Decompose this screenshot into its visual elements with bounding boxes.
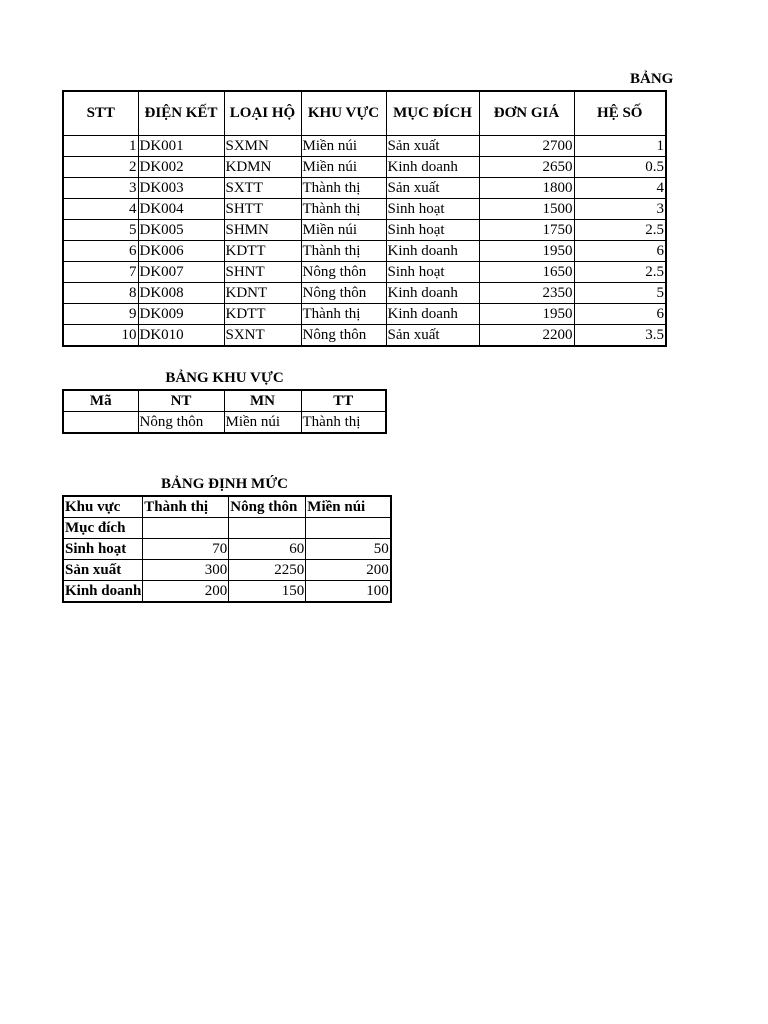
cell-don-gia[interactable]: 1950 [479,240,574,261]
norm-cell[interactable]: 70 [143,539,229,560]
cell-stt[interactable]: 3 [63,177,138,198]
cell-khu-vuc[interactable]: Thành thị [301,303,386,324]
area-cell-empty[interactable] [63,412,138,434]
cell-stt[interactable]: 8 [63,282,138,303]
cell-khu-vuc[interactable]: Miền núi [301,135,386,156]
cell-stt[interactable]: 6 [63,240,138,261]
area-table-title: BẢNG KHU VỰC [165,370,284,386]
header-stt[interactable]: STT [63,91,138,135]
cell-stt[interactable]: 2 [63,156,138,177]
cell-he-so[interactable]: 2.5 [574,219,666,240]
cell-dien-ket[interactable]: DK002 [138,156,224,177]
table-row [63,324,666,346]
norm-table [62,495,392,603]
cell-dien-ket[interactable]: DK005 [138,219,224,240]
cell-don-gia[interactable]: 1500 [479,198,574,219]
cell-muc-dich[interactable]: Sản xuất [386,324,479,346]
cell-don-gia[interactable]: 1800 [479,177,574,198]
cell-he-so[interactable]: 5 [574,282,666,303]
cell-dien-ket[interactable]: DK001 [138,135,224,156]
area-header-ma[interactable]: Mã [63,390,138,412]
cell-loai-ho[interactable]: SHTT [224,198,301,219]
cell-muc-dich[interactable]: Kinh doanh [386,240,479,261]
cell-don-gia[interactable]: 2200 [479,324,574,346]
area-header-mn[interactable]: MN [224,390,301,412]
cell-muc-dich[interactable]: Sản xuất [386,135,479,156]
cell-muc-dich[interactable]: Kinh doanh [386,156,479,177]
norm-row [63,560,391,581]
norm-cell[interactable] [229,518,306,539]
cell-muc-dich[interactable]: Kinh doanh [386,282,479,303]
norm-cell[interactable] [143,518,229,539]
cell-loai-ho[interactable]: KDNT [224,282,301,303]
header-dien-ket[interactable]: ĐIỆN KẾT [138,91,224,135]
cell-loai-ho[interactable]: KDTT [224,240,301,261]
area-cell-mien-nui[interactable]: Miền núi [224,412,301,434]
cell-he-so[interactable]: 6 [574,240,666,261]
norm-cell[interactable]: 200 [306,560,391,581]
header-loai-ho[interactable]: LOẠI HỘ [224,91,301,135]
electric-meter-table [62,90,667,347]
norm-table-title: BẢNG ĐỊNH MỨC [161,476,288,492]
cell-khu-vuc[interactable]: Nông thôn [301,282,386,303]
table-row [63,282,666,303]
area-cell-thanh-thi[interactable]: Thành thị [301,412,386,434]
table-row [63,303,666,324]
cell-muc-dich[interactable]: Sinh hoạt [386,219,479,240]
cell-muc-dich[interactable]: Kinh doanh [386,303,479,324]
cell-khu-vuc[interactable]: Miền núi [301,219,386,240]
cell-dien-ket[interactable]: DK007 [138,261,224,282]
cell-he-so[interactable]: 4 [574,177,666,198]
cell-khu-vuc[interactable]: Nông thôn [301,261,386,282]
norm-row-label[interactable]: Sản xuất [63,560,143,581]
header-he-so[interactable]: HỆ SỐ [574,91,666,135]
norm-cell[interactable]: 60 [229,539,306,560]
cell-don-gia[interactable]: 1950 [479,303,574,324]
cell-loai-ho[interactable]: SXNT [224,324,301,346]
table-row [63,240,666,261]
area-table [62,389,387,434]
cell-muc-dich[interactable]: Sản xuất [386,177,479,198]
cell-stt[interactable]: 7 [63,261,138,282]
main-table-title: BẢNG [630,71,674,87]
norm-cell[interactable]: 50 [306,539,391,560]
cell-khu-vuc[interactable]: Nông thôn [301,324,386,346]
cell-stt[interactable]: 5 [63,219,138,240]
cell-stt[interactable]: 1 [63,135,138,156]
cell-he-so[interactable]: 6 [574,303,666,324]
cell-dien-ket[interactable]: DK004 [138,198,224,219]
cell-stt[interactable]: 9 [63,303,138,324]
cell-he-so[interactable]: 0.5 [574,156,666,177]
header-khu-vuc[interactable]: KHU VỰC [301,91,386,135]
norm-row [63,518,391,539]
cell-dien-ket[interactable]: DK009 [138,303,224,324]
area-header-row [63,390,386,412]
norm-cell[interactable]: Nông thôn [229,496,306,518]
norm-cell[interactable]: 100 [306,581,391,603]
norm-row-label[interactable]: Kinh doanh [63,581,143,603]
norm-row [63,581,391,603]
area-header-nt[interactable]: NT [138,390,224,412]
cell-he-so[interactable]: 2.5 [574,261,666,282]
norm-row-label[interactable]: Mục đích [63,518,143,539]
table-row [63,135,666,156]
cell-don-gia[interactable]: 2700 [479,135,574,156]
cell-loai-ho[interactable]: SHNT [224,261,301,282]
area-header-tt[interactable]: TT [301,390,386,412]
cell-dien-ket[interactable]: DK003 [138,177,224,198]
norm-cell[interactable]: 2250 [229,560,306,581]
norm-cell[interactable] [306,518,391,539]
cell-dien-ket[interactable]: DK006 [138,240,224,261]
cell-khu-vuc[interactable]: Thành thị [301,240,386,261]
cell-he-so[interactable]: 3 [574,198,666,219]
cell-loai-ho[interactable]: KDTT [224,303,301,324]
area-value-row [63,412,386,434]
cell-loai-ho[interactable]: SXMN [224,135,301,156]
cell-don-gia[interactable]: 2650 [479,156,574,177]
cell-he-so[interactable]: 3.5 [645,326,664,343]
norm-row [63,539,391,560]
cell-muc-dich[interactable]: Sinh hoạt [386,261,479,282]
norm-cell[interactable]: 300 [143,560,229,581]
area-cell-nong-thon[interactable]: Nông thôn [138,412,224,434]
cell-muc-dich[interactable]: Sinh hoạt [386,198,479,219]
cell-dien-ket[interactable]: DK008 [138,282,224,303]
norm-row [63,496,391,518]
cell-khu-vuc[interactable]: Thành thị [301,198,386,219]
table-row [63,177,666,198]
norm-cell[interactable]: 150 [229,581,306,603]
cell-don-gia[interactable]: 1750 [479,219,574,240]
table-row [63,156,666,177]
main-table-header-row [63,91,666,135]
table-row [63,219,666,240]
norm-cell[interactable]: 200 [143,581,229,603]
cell-loai-ho[interactable]: SXTT [224,177,301,198]
cell-stt[interactable]: 10 [63,324,138,346]
norm-row-label[interactable]: Sinh hoạt [63,539,143,560]
table-row [63,198,666,219]
norm-row-label[interactable]: Khu vực [63,496,143,518]
table-row [63,261,666,282]
cell-loai-ho[interactable]: KDMN [224,156,301,177]
cell-he-so[interactable]: 1 [574,135,666,156]
cell-dien-ket[interactable]: DK010 [138,324,224,346]
header-don-gia[interactable]: ĐƠN GIÁ [479,91,574,135]
header-muc-dich[interactable]: MỤC ĐÍCH [386,91,479,135]
norm-cell[interactable]: Miền núi [306,496,391,518]
cell-loai-ho[interactable]: SHMN [224,219,301,240]
cell-don-gia[interactable]: 2350 [479,282,574,303]
norm-cell[interactable]: Thành thị [143,496,229,518]
cell-don-gia[interactable]: 1650 [479,261,574,282]
cell-stt[interactable]: 4 [63,198,138,219]
cell-khu-vuc[interactable]: Miền núi [301,156,386,177]
cell-khu-vuc[interactable]: Thành thị [301,177,386,198]
